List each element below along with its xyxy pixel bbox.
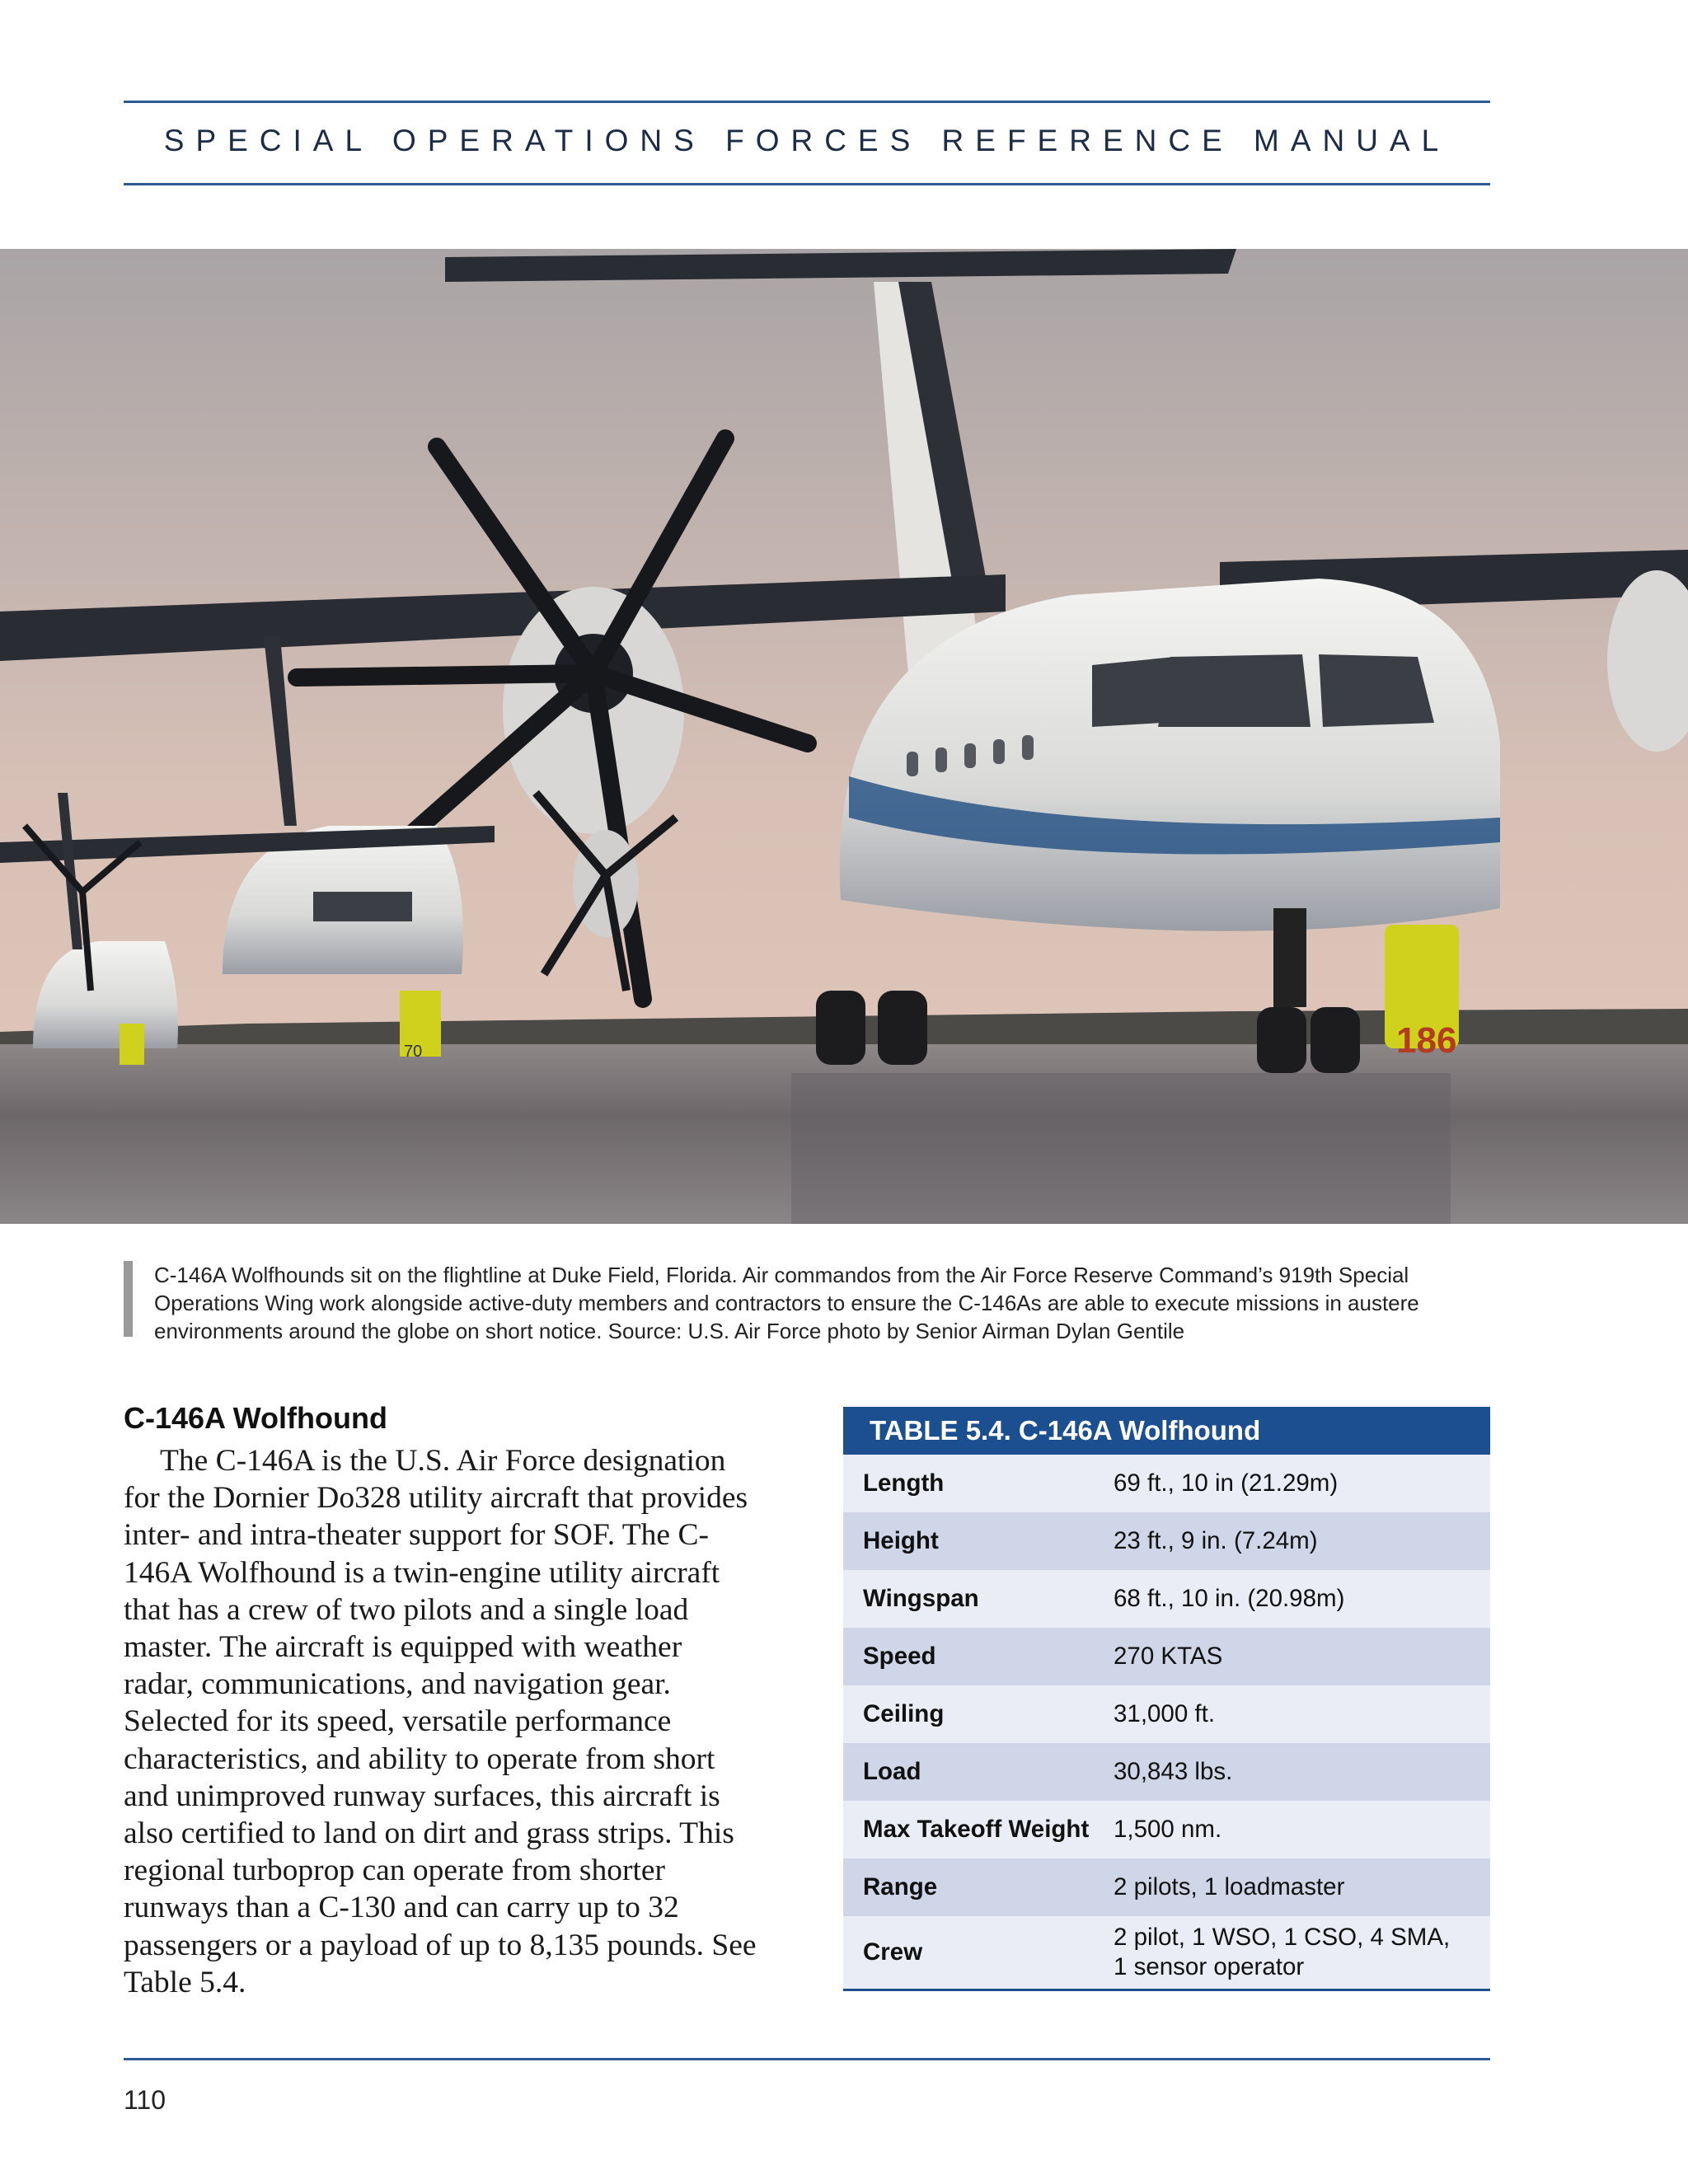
- row-value: 31,000 ft.: [1114, 1700, 1216, 1727]
- svg-text:186: 186: [1396, 1020, 1457, 1061]
- row-value: 69 ft., 10 in (21.29m): [1114, 1469, 1339, 1497]
- table-row: [843, 1801, 1490, 1858]
- caption-accent-bar: [124, 1261, 133, 1337]
- row-value: 23 ft., 9 in. (7.24m): [1114, 1527, 1318, 1554]
- row-value: 1,500 nm.: [1114, 1816, 1222, 1843]
- row-value: 30,843 lbs.: [1114, 1758, 1233, 1785]
- header-bottom-rule: [124, 183, 1490, 185]
- footer-rule: [124, 2058, 1490, 2060]
- row-value: 270 KTAS: [1114, 1643, 1223, 1670]
- row-label: Crew: [863, 1938, 923, 1966]
- row-label: Speed: [863, 1643, 936, 1670]
- table-row: [843, 1743, 1490, 1801]
- table-row: [843, 1916, 1490, 1991]
- header-top-rule: [124, 101, 1490, 103]
- row-value: 68 ft., 10 in. (20.98m): [1114, 1585, 1345, 1612]
- body-paragraph: The C-146A is the U.S. Air Force designation for the Dornier Do328 utility aircraft that provides inter- and intra-theater support for SOF. The C-146A Wolfhound is a twin-engine utility aircraft that has a crew of two pilots and a single load master. The aircraft is equipped with weather radar, communications, and navigation gear. Selected for its speed, versatile performance characteristics, and ability to operate from short and unimproved runway surfaces, this aircraft is also certified to land on dirt and grass strips. This regional turboprop can operate from shorter runways than a C-130 and can carry up to 32 passengers or a payload of up to 8,135 pounds. See Table 5.4.: [124, 1444, 757, 1999]
- aircraft-photo: [0, 249, 1688, 1224]
- svg-text:70: 70: [404, 1043, 423, 1061]
- row-label: Max Takeoff Weight: [863, 1816, 1090, 1843]
- specs-table: [843, 1407, 1490, 1991]
- row-value: 2 pilots, 1 loadmaster: [1114, 1873, 1345, 1900]
- table-row: [843, 1455, 1490, 1512]
- row-label: Wingspan: [863, 1585, 979, 1612]
- table-title: TABLE 5.4. C-146A Wolfhound: [843, 1407, 1490, 1455]
- row-value: 2 pilot, 1 WSO, 1 CSO, 4 SMA, 1 sensor operator: [1114, 1924, 1451, 1980]
- photo-caption: C-146A Wolfhounds sit on the flightline at Duke Field, Florida. Air commandos from the Air Force Reserve Command’s 919th Special Operations Wing work alongside active-duty members and contractors to ensure the C-146As are able to execute missions in austere environments around the globe on short notice. Source: U.S. Air Force photo by Senior Airman Dylan Gentile: [154, 1263, 1419, 1343]
- row-label: Range: [863, 1873, 938, 1900]
- section-heading: C-146A Wolfhound: [124, 1401, 387, 1435]
- row-label: Load: [863, 1758, 921, 1785]
- running-header: SPECIAL OPERATIONS FORCES REFERENCE MANUAL: [163, 124, 1451, 157]
- table-row: [843, 1512, 1490, 1570]
- row-label: Ceiling: [863, 1700, 945, 1727]
- table-row: [843, 1858, 1490, 1916]
- table-row: [843, 1685, 1490, 1743]
- row-label: Height: [863, 1527, 939, 1554]
- table-row: [843, 1628, 1490, 1685]
- row-label: Length: [863, 1469, 945, 1497]
- table-row: [843, 1570, 1490, 1628]
- page-number: 110: [124, 2085, 166, 2115]
